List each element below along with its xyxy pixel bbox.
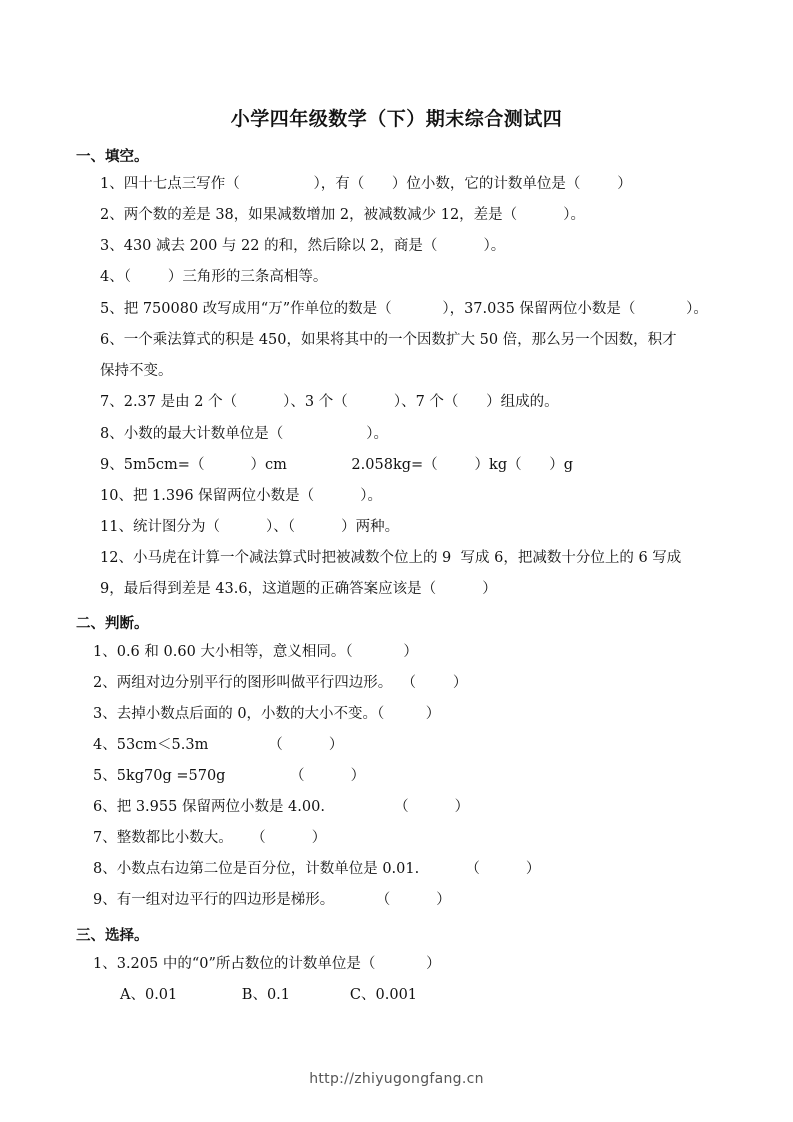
fill-item-6-cont: 保持不变。 (100, 363, 173, 379)
judge-item-5: 5、5kg70g =570g （ ） (93, 768, 366, 784)
judge-item-6: 6、把 3.955 保留两位小数是 4.00. （ ） (93, 799, 470, 815)
judge-item-2: 2、两组对边分别平行的图形叫做平行四边形。 （ ） (93, 675, 468, 691)
judge-item-9: 9、有一组对边平行的四边形是梯形。 （ ） (93, 892, 451, 908)
section-heading-judge: 二、判断。 (76, 615, 149, 632)
section-heading-choice: 三、选择。 (76, 927, 149, 944)
fill-item-6: 6、一个乘法算式的积是 450，如果将其中的一个因数扩大 50 倍，那么另一个因数，积才 (100, 332, 677, 348)
footer-url: http://zhiyugongfang.cn (309, 1071, 484, 1087)
fill-item-7: 7、2.37 是由 2 个（ ）、3 个（ ）、7 个（ ）组成的。 (100, 394, 559, 410)
fill-item-9: 9、5m5cm=（ ）cm 2.058kg=（ ）kg（ ）g (100, 457, 574, 473)
page-title: 小学四年级数学（下）期末综合测试四 (230, 108, 563, 130)
fill-item-12-cont: 9，最后得到差是 43.6，这道题的正确答案应该是（ ） (100, 581, 497, 597)
judge-item-4: 4、53cm＜5.3m （ ） (93, 737, 344, 753)
fill-item-3: 3、430 减去 200 与 22 的和，然后除以 2，商是（ ）。 (100, 238, 506, 254)
fill-item-1: 1、四十七点三写作（ ），有（ ）位小数，它的计数单位是（ ） (100, 176, 632, 192)
fill-item-8: 8、小数的最大计数单位是（ ）。 (100, 426, 388, 442)
judge-item-8: 8、小数点右边第二位是百分位，计数单位是 0.01. （ ） (93, 861, 541, 877)
fill-item-4: 4、（ ）三角形的三条高相等。 (100, 269, 328, 285)
fill-item-10: 10、把 1.396 保留两位小数是（ ）。 (100, 488, 383, 504)
section-heading-fill: 一、填空。 (76, 148, 149, 165)
fill-item-5: 5、把 750080 改写成用“万”作单位的数是（ ），37.035 保留两位小数是（ ）。 (100, 301, 708, 317)
judge-item-1: 1、0.6 和 0.60 大小相等，意义相同。（ ） (93, 644, 418, 660)
choice-item-1-options: A、0.01 B、0.1 C、0.001 (120, 987, 418, 1003)
judge-item-7: 7、整数都比小数大。 （ ） (93, 830, 327, 846)
fill-item-12: 12、小马虎在计算一个减法算式时把被减数个位上的 9 写成 6，把减数十分位上的 6 写成 (100, 550, 682, 566)
choice-item-1: 1、3.205 中的“0”所占数位的计数单位是（ ） (93, 956, 441, 972)
fill-item-2: 2、两个数的差是 38，如果减数增加 2，被减数减少 12，差是（ ）。 (100, 207, 586, 223)
fill-item-11: 11、统计图分为（ ）、（ ）两种。 (100, 519, 400, 535)
judge-item-3: 3、去掉小数点后面的 0，小数的大小不变。（ ） (93, 706, 441, 722)
